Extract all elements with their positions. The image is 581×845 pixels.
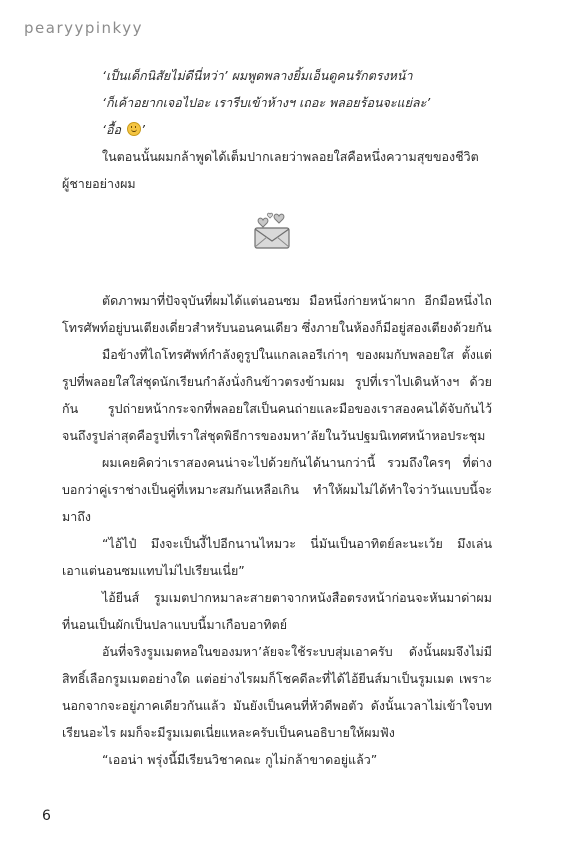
dialogue-line: ‘เป็นเด็กนิสัยไม่ดีนี่หว่า’ ผมพูดพลางยิ้มเอ็นดูคนรักตรงหน้า xyxy=(102,68,413,83)
paragraph: “ไอ้ไป๋ มึงจะเป็นงี้ไปอีกนานไหมวะ นี่มันเป็นอาทิตย์ละนะเว้ย มึงเล่นเอาแต่นอนซมแทบไม่ไปเรียนเนี่ย” xyxy=(62,536,492,578)
watermark-text: pearyypinkyy xyxy=(24,19,143,37)
paragraph: อันที่จริงรูมเมตหอในของมหา’ลัยจะใช้ระบบสุ่มเอาครับ ดังนั้นผมจึงไม่มีสิทธิ์เลือกรูมเมตอย่างใด แต่อย่างไรผมก็โชคดีละที่ได้ไอ้ยีนส์มาเป็นรูมเมต เพราะนอกจากจะอยู่ภาคเดียวกันแล้ว มันยังเป็นคนที่หัวดีพอตัว ดังนั้นเวลาไม่เข้าใจบทเรียนอะไร ผมก็จะมีรูมเมตเนี่ยแหละครับเป็นคนอธิบายให้ผมฟัง xyxy=(62,644,492,740)
love-letter-icon xyxy=(251,210,293,250)
smile-emoji-icon xyxy=(127,122,141,136)
dialogue-line: ‘ก็เค้าอยากเจอไปอะ เรารีบเข้าห้างฯ เถอะ พลอยร้อนจะแย่ละ’ xyxy=(102,95,431,110)
paragraph: “เออน่า พรุ่งนี้มีเรียนวิชาคณะ กูไม่กล้าขาดอยู่แล้ว” xyxy=(102,752,378,767)
page-content-continued xyxy=(62,287,492,773)
page-number: 6 xyxy=(42,808,51,824)
dialogue-line: ‘อื้อ ’ xyxy=(102,122,145,137)
paragraph: ตัดภาพมาที่ปัจจุบันที่ผมได้แต่นอนซม มือหนึ่งก่ายหน้าผาก อีกมือหนึ่งไถโทรศัพท์อยู่บนเตียงเดี่ยวสำหรับนอนคนเดียว ซึ่งภายในห้องก็มีอยู่สองเตียงด้วยกัน xyxy=(62,293,492,335)
paragraph: ผมเคยคิดว่าเราสองคนน่าจะไปด้วยกันได้นานกว่านี้ รวมถึงใครๆ ที่ต่างบอกว่าคู่เราช่างเป็นคู่ที่เหมาะสมกันเหลือเกิน ทำให้ผมไม่ได้ทำใจว่าวันแบบนี้จะมาถึง xyxy=(62,455,492,524)
paragraph: มือข้างที่ไถโทรศัพท์กำลังดูรูปในแกลเลอรีเก่าๆ ของผมกับพลอยใส ตั้งแต่รูปที่พลอยใสใส่ชุดนักเรียนกำลังนั่งกินข้าวตรงข้ามผม รูปที่เราไปเดินห้างฯ ด้วยกัน รูปถ่ายหน้ากระจกที่พลอยใสเป็นคนถ่ายและมือของเราสองคนได้จับกันไว้ จนถึงรูปล่าสุดคือรูปที่เราใส่ชุดพิธีการของมหา’ลัยในวันปฐมนิเทศหน้าหอประชุม xyxy=(62,347,492,443)
paragraph: ไอ้ยีนส์ รูมเมตปากหมาละสายตาจากหนังสือตรงหน้าก่อนจะหันมาด่าผมที่นอนเป็นผักเป็นปลาแบบนี้มาเกือบอาทิตย์ xyxy=(62,590,492,632)
paragraph: ในตอนนั้นผมกล้าพูดได้เต็มปากเลยว่าพลอยใสคือหนึ่งความสุขของชีวิตผู้ชายอย่างผม xyxy=(62,149,479,191)
page-content xyxy=(62,62,492,197)
